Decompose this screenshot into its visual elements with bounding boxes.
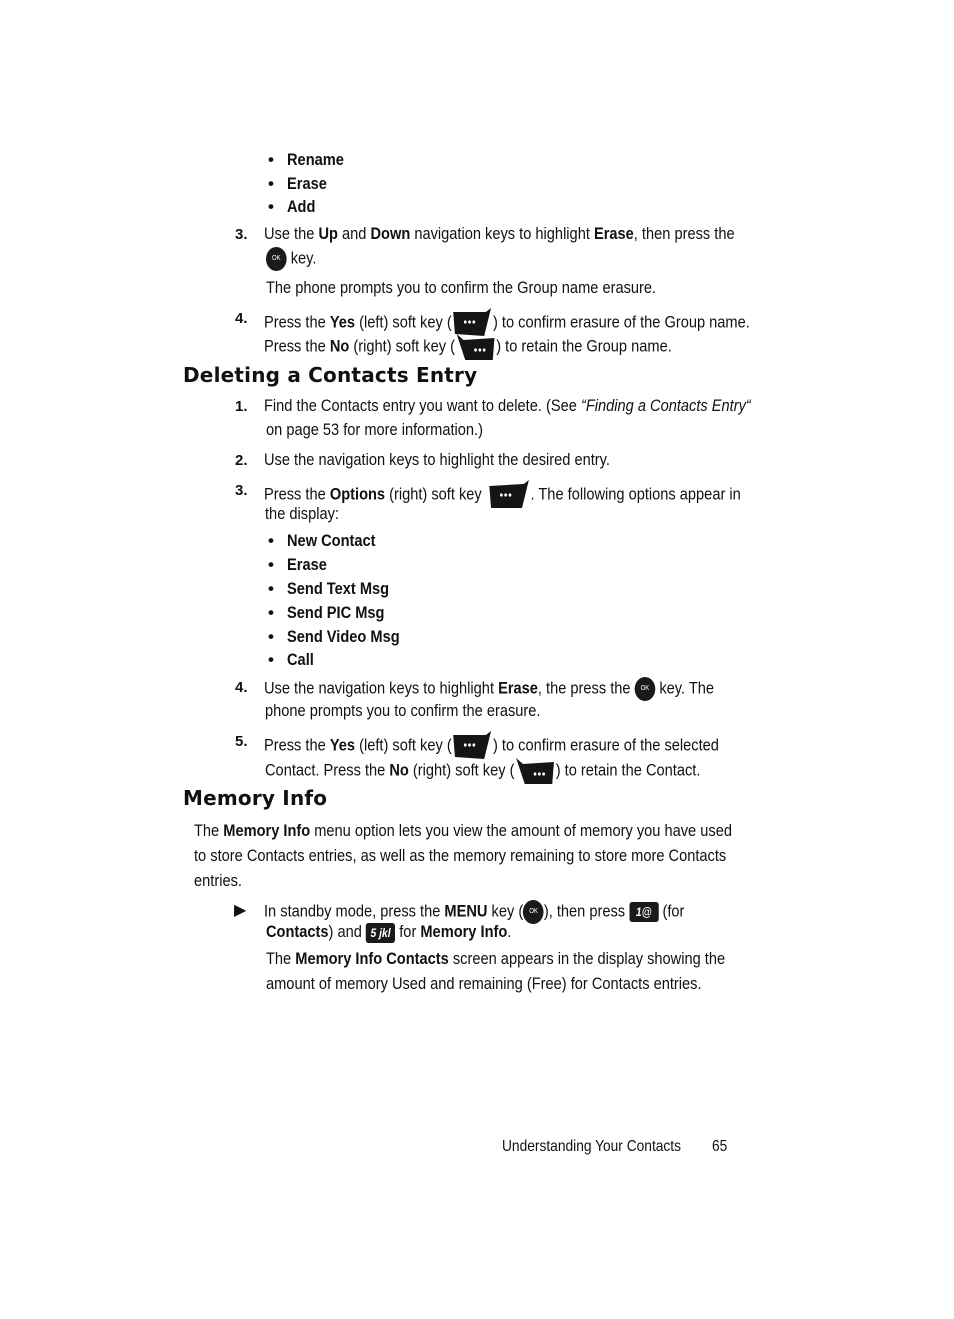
section-heading: Memory Info — [183, 786, 328, 810]
right-soft-key-icon — [486, 480, 531, 510]
bullet-item: New Contact — [287, 531, 376, 550]
bullet: • — [268, 579, 274, 598]
result-text: The Memory Info Contacts screen appears in the display showing the — [266, 949, 726, 968]
bullet: • — [268, 197, 274, 216]
step-number: 2. — [235, 452, 248, 469]
bullet-item: Add — [287, 197, 316, 216]
bullet: • — [268, 627, 274, 646]
step-text: Press the Options (right) soft key . The following options appear in — [264, 480, 741, 510]
step-text: phone prompts you to confirm the erasure. — [265, 701, 541, 720]
step-text: on page 53 for more information.) — [266, 420, 483, 439]
section-heading: Deleting a Contacts Entry — [183, 363, 478, 387]
paragraph-line: to store Contacts entries, as well as the memory remaining to store more Contacts — [194, 846, 727, 865]
bullet-item: Send Text Msg — [287, 579, 390, 598]
step-number: 3. — [235, 226, 248, 243]
step-text: Press the No (right) soft key ( ) to retain the Group name. — [264, 332, 672, 362]
step-text: Use the navigation keys to highlight the desired entry. — [264, 450, 610, 469]
bullet: • — [268, 150, 274, 169]
right-soft-key-icon — [455, 332, 496, 362]
step-text: Contact. Press the No (right) soft key ( ) to retain the Contact. — [265, 756, 700, 786]
step-number: 3. — [235, 482, 248, 499]
key-1-icon: 1@ — [629, 902, 658, 922]
footer-section-name: Understanding Your Contacts — [502, 1138, 682, 1155]
ok-key-icon: OK — [635, 677, 656, 701]
step-text: Use the navigation keys to highlight Erase, the press the OK key. The — [264, 677, 714, 701]
instruction-text: Contacts) and 5 jkl for Memory Info. — [266, 922, 512, 941]
cross-reference: “Finding a Contacts Entry“ — [580, 396, 751, 415]
ok-key-icon: OK — [266, 247, 287, 271]
bullet-item: Send PIC Msg — [287, 603, 385, 622]
right-soft-key-icon — [514, 756, 555, 786]
bullet-item: Rename — [287, 150, 344, 169]
step-text: Find the Contacts entry you want to delete. (See “Finding a Contacts Entry“ — [264, 396, 751, 415]
bullet: • — [268, 650, 274, 669]
step-text: OK key. — [266, 247, 316, 271]
bullet: • — [268, 555, 274, 574]
page-number: 65 — [712, 1138, 728, 1155]
step-number: 1. — [235, 398, 248, 415]
bullet: • — [268, 531, 274, 550]
step-note: The phone prompts you to confirm the Group name erasure. — [266, 278, 657, 297]
arrow-bullet-icon: ▶ — [234, 902, 247, 919]
step-number: 5. — [235, 733, 248, 750]
bullet-item: Call — [287, 650, 314, 669]
bullet: • — [268, 603, 274, 622]
bullet-item: Send Video Msg — [287, 627, 400, 646]
step-number: 4. — [235, 310, 248, 327]
bullet: • — [268, 174, 274, 193]
ok-key-icon: OK — [523, 900, 544, 924]
paragraph-line: The Memory Info menu option lets you view the amount of memory you have used — [194, 821, 732, 840]
bullet-item: Erase — [287, 174, 327, 193]
step-text: the display: — [265, 504, 339, 523]
bullet-item: Erase — [287, 555, 327, 574]
instruction-text: In standby mode, press the MENU key ( OK ), then press 1@ (for — [264, 900, 684, 924]
step-number: 4. — [235, 679, 248, 696]
paragraph-line: entries. — [194, 871, 242, 890]
step-text: Press the Yes (left) soft key ( ) to confirm erasure of the selected — [264, 731, 719, 761]
step-text: Press the Yes (left) soft key ( ) to confirm erasure of the Group name. — [264, 308, 750, 338]
key-5-icon: 5 jkl — [366, 923, 395, 943]
result-text: amount of memory Used and remaining (Free) for Contacts entries. — [266, 974, 702, 993]
step-text: Use the Up and Down navigation keys to highlight Erase, then press the — [264, 224, 735, 243]
